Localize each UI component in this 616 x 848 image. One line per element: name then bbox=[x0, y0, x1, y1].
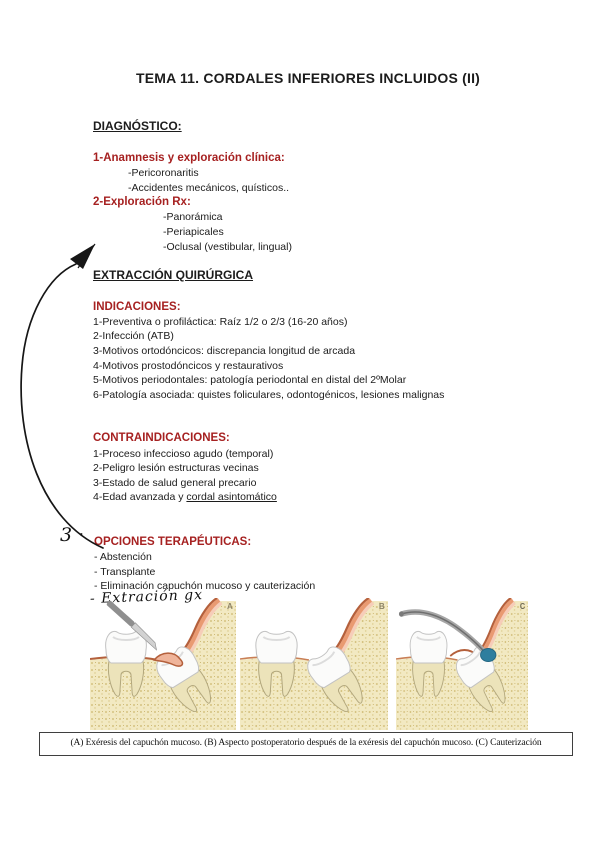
panel-label-a: A bbox=[227, 602, 233, 611]
diagnostico-heading: DIAGNÓSTICO: bbox=[93, 119, 182, 133]
figure-panel-a bbox=[90, 598, 236, 730]
handwritten-note: - Extración gx bbox=[89, 587, 204, 607]
handwritten-number: 3 · bbox=[60, 524, 85, 546]
list-item: - Transplante bbox=[94, 566, 156, 578]
exploracion-rx-heading: 2-Exploración Rx: bbox=[93, 196, 191, 208]
list-item: -Pericoronaritis bbox=[128, 167, 199, 179]
list-item: -Periapicales bbox=[163, 226, 224, 238]
indicaciones-heading: INDICACIONES: bbox=[93, 301, 181, 313]
list-item: -Oclusal (vestibular, lingual) bbox=[163, 241, 292, 253]
list-item: - Eliminación capuchón mucoso y cauterización bbox=[94, 580, 316, 592]
arrow-annotation-icon bbox=[10, 238, 120, 558]
contraindicaciones-heading: CONTRAINDICACIONES: bbox=[93, 432, 230, 444]
list-item: 1-Proceso infeccioso agudo (temporal) bbox=[93, 448, 274, 460]
panel-label-c: C bbox=[519, 601, 526, 612]
extraccion-heading: EXTRACCIÓN QUIRÚRGICA bbox=[93, 268, 254, 282]
list-item bbox=[93, 491, 277, 503]
list-item: 2-Infección (ATB) bbox=[93, 330, 174, 342]
list-item: 1-Preventiva o profiláctica: Raíz 1/2 o 2/3 (16-20 años) bbox=[93, 316, 348, 328]
list-item: 3-Motivos ortodóncicos: discrepancia longitud de arcada bbox=[93, 345, 356, 357]
list-item: 4-Motivos prostodóncicos y restaurativos bbox=[93, 360, 284, 372]
figure-caption: (A) Exéresis del capuchón mucoso. (B) Aspecto postoperatorio después de la exéresis del capuchón mucoso. (C) Cauterización bbox=[39, 732, 573, 756]
list-item: -Panorámica bbox=[163, 211, 223, 223]
list-item: - Abstención bbox=[94, 551, 152, 563]
panel-label-b: B bbox=[378, 602, 385, 611]
page-title: TEMA 11. CORDALES INFERIORES INCLUIDOS (II) bbox=[135, 70, 481, 86]
cautery-tip-illustration bbox=[481, 649, 496, 662]
list-item: 2-Peligro lesión estructuras vecinas bbox=[93, 462, 259, 474]
cordal-asintomatico-underlined: cordal asintomático bbox=[186, 491, 277, 503]
list-item: 5-Motivos periodontales: patología periodontal en distal del 2ºMolar bbox=[93, 374, 407, 386]
figure-panel-c bbox=[396, 598, 528, 730]
figure-panel-b bbox=[240, 598, 388, 730]
list-item: -Accidentes mecánicos, quísticos.. bbox=[128, 182, 290, 194]
list-item: 3-Estado de salud general precario bbox=[93, 477, 257, 489]
list-item: 6-Patología asociada: quistes foliculares, odontogénicos, lesiones malignas bbox=[93, 389, 445, 401]
edad-avanzada-text: 4-Edad avanzada y bbox=[93, 491, 187, 503]
anamnesis-heading: 1-Anamnesis y exploración clínica: bbox=[93, 152, 285, 164]
opciones-heading: OPCIONES TERAPÉUTICAS: bbox=[94, 536, 252, 548]
